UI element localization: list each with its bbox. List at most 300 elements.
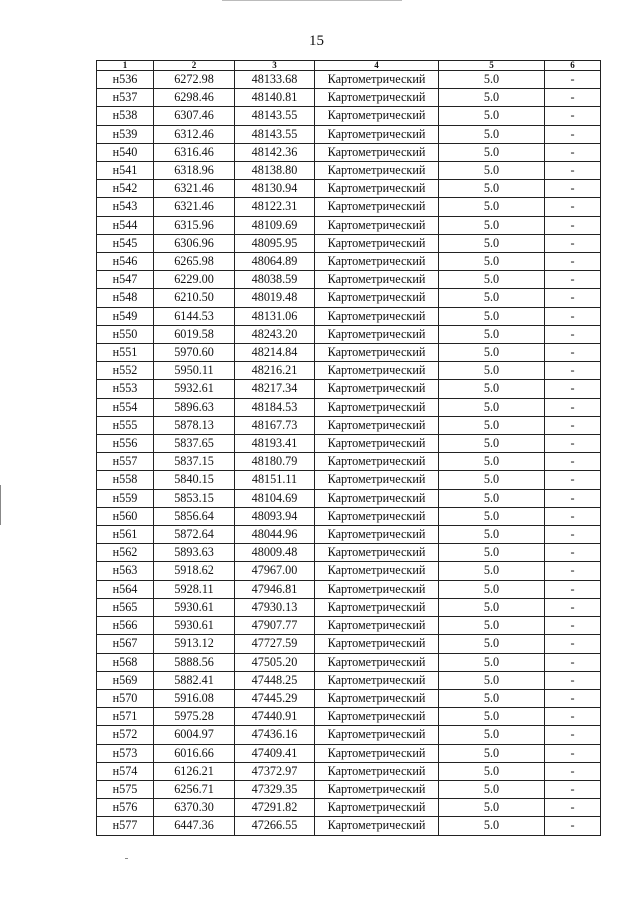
table-row	[97, 180, 601, 198]
table-row	[97, 653, 601, 671]
method-cell: Картометрический	[315, 180, 439, 198]
table-row	[97, 471, 601, 489]
y-coordinate-cell: 48131.06	[235, 307, 315, 325]
point-id-cell: н554	[97, 398, 154, 416]
method-cell: Картометрический	[315, 344, 439, 362]
note-cell: -	[545, 817, 601, 835]
point-id-cell: н553	[97, 380, 154, 398]
point-id-cell: н563	[97, 562, 154, 580]
y-coordinate-cell: 47409.41	[235, 744, 315, 762]
note-cell: -	[545, 234, 601, 252]
accuracy-cell: 5.0	[439, 780, 545, 798]
y-coordinate-cell: 48122.31	[235, 198, 315, 216]
y-coordinate-cell: 47372.97	[235, 762, 315, 780]
y-coordinate-cell: 47291.82	[235, 799, 315, 817]
x-coordinate-cell: 5928.11	[154, 580, 235, 598]
table-row	[97, 689, 601, 707]
x-coordinate-cell: 6210.50	[154, 289, 235, 307]
note-cell: -	[545, 453, 601, 471]
x-coordinate-cell: 6144.53	[154, 307, 235, 325]
method-cell: Картометрический	[315, 489, 439, 507]
table-row	[97, 726, 601, 744]
note-cell: -	[545, 344, 601, 362]
point-id-cell: н568	[97, 653, 154, 671]
accuracy-cell: 5.0	[439, 180, 545, 198]
y-coordinate-cell: 48180.79	[235, 453, 315, 471]
method-cell: Картометрический	[315, 198, 439, 216]
y-coordinate-cell: 47266.55	[235, 817, 315, 835]
x-coordinate-cell: 5853.15	[154, 489, 235, 507]
y-coordinate-cell: 48140.81	[235, 89, 315, 107]
y-coordinate-cell: 48184.53	[235, 398, 315, 416]
table-row	[97, 489, 601, 507]
note-cell: -	[545, 362, 601, 380]
table-row	[97, 617, 601, 635]
y-coordinate-cell: 47727.59	[235, 635, 315, 653]
column-header: 6	[545, 61, 601, 71]
note-cell: -	[545, 780, 601, 798]
point-id-cell: н577	[97, 817, 154, 835]
note-cell: -	[545, 435, 601, 453]
point-id-cell: н576	[97, 799, 154, 817]
y-coordinate-cell: 48109.69	[235, 216, 315, 234]
x-coordinate-cell: 5856.64	[154, 507, 235, 525]
point-id-cell: н547	[97, 271, 154, 289]
point-id-cell: н546	[97, 253, 154, 271]
x-coordinate-cell: 5932.61	[154, 380, 235, 398]
y-coordinate-cell: 48217.34	[235, 380, 315, 398]
note-cell: -	[545, 198, 601, 216]
accuracy-cell: 5.0	[439, 271, 545, 289]
accuracy-cell: 5.0	[439, 544, 545, 562]
point-id-cell: н542	[97, 180, 154, 198]
method-cell: Картометрический	[315, 253, 439, 271]
note-cell: -	[545, 398, 601, 416]
x-coordinate-cell: 6126.21	[154, 762, 235, 780]
accuracy-cell: 5.0	[439, 416, 545, 434]
table-row	[97, 380, 601, 398]
method-cell: Картометрический	[315, 453, 439, 471]
point-id-cell: н555	[97, 416, 154, 434]
column-header: 3	[235, 61, 315, 71]
method-cell: Картометрический	[315, 653, 439, 671]
table-row	[97, 635, 601, 653]
x-coordinate-cell: 6004.97	[154, 726, 235, 744]
y-coordinate-cell: 48138.80	[235, 162, 315, 180]
table-row	[97, 344, 601, 362]
note-cell: -	[545, 416, 601, 434]
x-coordinate-cell: 6265.98	[154, 253, 235, 271]
method-cell: Картометрический	[315, 289, 439, 307]
point-id-cell: н541	[97, 162, 154, 180]
x-coordinate-cell: 6272.98	[154, 71, 235, 89]
y-coordinate-cell: 48133.68	[235, 71, 315, 89]
method-cell: Картометрический	[315, 71, 439, 89]
table-row	[97, 271, 601, 289]
note-cell: -	[545, 271, 601, 289]
coordinates-table	[96, 60, 601, 836]
point-id-cell: н560	[97, 507, 154, 525]
y-coordinate-cell: 48104.69	[235, 489, 315, 507]
y-coordinate-cell: 48193.41	[235, 435, 315, 453]
table-row	[97, 435, 601, 453]
accuracy-cell: 5.0	[439, 71, 545, 89]
x-coordinate-cell: 6307.46	[154, 107, 235, 125]
point-id-cell: н569	[97, 671, 154, 689]
y-coordinate-cell: 48009.48	[235, 544, 315, 562]
x-coordinate-cell: 6019.58	[154, 325, 235, 343]
y-coordinate-cell: 48130.94	[235, 180, 315, 198]
x-coordinate-cell: 6229.00	[154, 271, 235, 289]
accuracy-cell: 5.0	[439, 726, 545, 744]
point-id-cell: н552	[97, 362, 154, 380]
point-id-cell: н572	[97, 726, 154, 744]
point-id-cell: н565	[97, 598, 154, 616]
point-id-cell: н545	[97, 234, 154, 252]
y-coordinate-cell: 47440.91	[235, 708, 315, 726]
method-cell: Картометрический	[315, 362, 439, 380]
note-cell: -	[545, 180, 601, 198]
method-cell: Картометрический	[315, 762, 439, 780]
point-id-cell: н566	[97, 617, 154, 635]
table-row	[97, 817, 601, 835]
method-cell: Картометрический	[315, 671, 439, 689]
method-cell: Картометрический	[315, 435, 439, 453]
note-cell: -	[545, 598, 601, 616]
y-coordinate-cell: 48044.96	[235, 526, 315, 544]
accuracy-cell: 5.0	[439, 799, 545, 817]
scan-edge-mark-bottom	[125, 858, 128, 859]
note-cell: -	[545, 689, 601, 707]
note-cell: -	[545, 526, 601, 544]
column-header: 2	[154, 61, 235, 71]
table-row	[97, 234, 601, 252]
table-row	[97, 125, 601, 143]
method-cell: Картометрический	[315, 799, 439, 817]
method-cell: Картометрический	[315, 726, 439, 744]
note-cell: -	[545, 216, 601, 234]
accuracy-cell: 5.0	[439, 562, 545, 580]
table-header-row	[97, 61, 601, 71]
point-id-cell: н574	[97, 762, 154, 780]
accuracy-cell: 5.0	[439, 435, 545, 453]
point-id-cell: н550	[97, 325, 154, 343]
method-cell: Картометрический	[315, 780, 439, 798]
column-header: 4	[315, 61, 439, 71]
table-row	[97, 544, 601, 562]
x-coordinate-cell: 5930.61	[154, 598, 235, 616]
method-cell: Картометрический	[315, 562, 439, 580]
x-coordinate-cell: 5888.56	[154, 653, 235, 671]
method-cell: Картометрический	[315, 617, 439, 635]
x-coordinate-cell: 5872.64	[154, 526, 235, 544]
x-coordinate-cell: 6318.96	[154, 162, 235, 180]
x-coordinate-cell: 5837.15	[154, 453, 235, 471]
y-coordinate-cell: 48216.21	[235, 362, 315, 380]
point-id-cell: н559	[97, 489, 154, 507]
method-cell: Картометрический	[315, 507, 439, 525]
table-row	[97, 253, 601, 271]
table-row	[97, 580, 601, 598]
point-id-cell: н561	[97, 526, 154, 544]
accuracy-cell: 5.0	[439, 89, 545, 107]
point-id-cell: н539	[97, 125, 154, 143]
point-id-cell: н543	[97, 198, 154, 216]
note-cell: -	[545, 471, 601, 489]
table-row	[97, 398, 601, 416]
x-coordinate-cell: 6256.71	[154, 780, 235, 798]
table-body	[97, 71, 601, 836]
note-cell: -	[545, 253, 601, 271]
accuracy-cell: 5.0	[439, 580, 545, 598]
accuracy-cell: 5.0	[439, 398, 545, 416]
point-id-cell: н558	[97, 471, 154, 489]
y-coordinate-cell: 47329.35	[235, 780, 315, 798]
y-coordinate-cell: 48142.36	[235, 143, 315, 161]
table-row	[97, 198, 601, 216]
note-cell: -	[545, 708, 601, 726]
scan-edge-mark-left	[0, 485, 1, 525]
table-row	[97, 562, 601, 580]
x-coordinate-cell: 6306.96	[154, 234, 235, 252]
point-id-cell: н551	[97, 344, 154, 362]
x-coordinate-cell: 5882.41	[154, 671, 235, 689]
note-cell: -	[545, 762, 601, 780]
accuracy-cell: 5.0	[439, 253, 545, 271]
x-coordinate-cell: 6315.96	[154, 216, 235, 234]
point-id-cell: н575	[97, 780, 154, 798]
table-row	[97, 526, 601, 544]
page-number: 15	[309, 33, 324, 49]
y-coordinate-cell: 47907.77	[235, 617, 315, 635]
x-coordinate-cell: 6312.46	[154, 125, 235, 143]
table-row	[97, 216, 601, 234]
table-row	[97, 362, 601, 380]
x-coordinate-cell: 5970.60	[154, 344, 235, 362]
method-cell: Картометрический	[315, 162, 439, 180]
table-row	[97, 416, 601, 434]
method-cell: Картометрический	[315, 580, 439, 598]
x-coordinate-cell: 6016.66	[154, 744, 235, 762]
note-cell: -	[545, 562, 601, 580]
method-cell: Картометрический	[315, 398, 439, 416]
table-row	[97, 307, 601, 325]
accuracy-cell: 5.0	[439, 380, 545, 398]
note-cell: -	[545, 380, 601, 398]
x-coordinate-cell: 6298.46	[154, 89, 235, 107]
x-coordinate-cell: 6321.46	[154, 198, 235, 216]
method-cell: Картометрический	[315, 416, 439, 434]
accuracy-cell: 5.0	[439, 598, 545, 616]
note-cell: -	[545, 744, 601, 762]
accuracy-cell: 5.0	[439, 162, 545, 180]
note-cell: -	[545, 107, 601, 125]
x-coordinate-cell: 5893.63	[154, 544, 235, 562]
note-cell: -	[545, 71, 601, 89]
note-cell: -	[545, 143, 601, 161]
y-coordinate-cell: 48093.94	[235, 507, 315, 525]
note-cell: -	[545, 653, 601, 671]
y-coordinate-cell: 48019.48	[235, 289, 315, 307]
x-coordinate-cell: 6316.46	[154, 143, 235, 161]
note-cell: -	[545, 89, 601, 107]
note-cell: -	[545, 617, 601, 635]
y-coordinate-cell: 48143.55	[235, 107, 315, 125]
accuracy-cell: 5.0	[439, 198, 545, 216]
y-coordinate-cell: 48064.89	[235, 253, 315, 271]
method-cell: Картометрический	[315, 744, 439, 762]
accuracy-cell: 5.0	[439, 125, 545, 143]
note-cell: -	[545, 289, 601, 307]
x-coordinate-cell: 6447.36	[154, 817, 235, 835]
point-id-cell: н567	[97, 635, 154, 653]
accuracy-cell: 5.0	[439, 143, 545, 161]
point-id-cell: н536	[97, 71, 154, 89]
point-id-cell: н557	[97, 453, 154, 471]
table-row	[97, 799, 601, 817]
x-coordinate-cell: 5840.15	[154, 471, 235, 489]
point-id-cell: н544	[97, 216, 154, 234]
table-row	[97, 325, 601, 343]
point-id-cell: н564	[97, 580, 154, 598]
x-coordinate-cell: 6321.46	[154, 180, 235, 198]
method-cell: Картометрический	[315, 635, 439, 653]
note-cell: -	[545, 726, 601, 744]
note-cell: -	[545, 307, 601, 325]
method-cell: Картометрический	[315, 598, 439, 616]
point-id-cell: н538	[97, 107, 154, 125]
table-row	[97, 598, 601, 616]
method-cell: Картометрический	[315, 471, 439, 489]
table-row	[97, 762, 601, 780]
accuracy-cell: 5.0	[439, 307, 545, 325]
method-cell: Картометрический	[315, 526, 439, 544]
accuracy-cell: 5.0	[439, 362, 545, 380]
column-header: 5	[439, 61, 545, 71]
table-row	[97, 71, 601, 89]
accuracy-cell: 5.0	[439, 234, 545, 252]
accuracy-cell: 5.0	[439, 635, 545, 653]
y-coordinate-cell: 47436.16	[235, 726, 315, 744]
x-coordinate-cell: 5916.08	[154, 689, 235, 707]
accuracy-cell: 5.0	[439, 107, 545, 125]
accuracy-cell: 5.0	[439, 216, 545, 234]
table-row	[97, 162, 601, 180]
accuracy-cell: 5.0	[439, 289, 545, 307]
note-cell: -	[545, 325, 601, 343]
table-row	[97, 289, 601, 307]
y-coordinate-cell: 47505.20	[235, 653, 315, 671]
column-header: 1	[97, 61, 154, 71]
point-id-cell: н573	[97, 744, 154, 762]
point-id-cell: н549	[97, 307, 154, 325]
accuracy-cell: 5.0	[439, 489, 545, 507]
accuracy-cell: 5.0	[439, 453, 545, 471]
accuracy-cell: 5.0	[439, 344, 545, 362]
method-cell: Картометрический	[315, 125, 439, 143]
note-cell: -	[545, 507, 601, 525]
note-cell: -	[545, 635, 601, 653]
method-cell: Картометрический	[315, 708, 439, 726]
method-cell: Картометрический	[315, 544, 439, 562]
accuracy-cell: 5.0	[439, 325, 545, 343]
accuracy-cell: 5.0	[439, 671, 545, 689]
accuracy-cell: 5.0	[439, 507, 545, 525]
accuracy-cell: 5.0	[439, 689, 545, 707]
table-row	[97, 744, 601, 762]
y-coordinate-cell: 48143.55	[235, 125, 315, 143]
x-coordinate-cell: 5913.12	[154, 635, 235, 653]
method-cell: Картометрический	[315, 380, 439, 398]
point-id-cell: н562	[97, 544, 154, 562]
note-cell: -	[545, 671, 601, 689]
y-coordinate-cell: 48214.84	[235, 344, 315, 362]
accuracy-cell: 5.0	[439, 708, 545, 726]
note-cell: -	[545, 125, 601, 143]
method-cell: Картометрический	[315, 325, 439, 343]
table-row	[97, 708, 601, 726]
method-cell: Картометрический	[315, 107, 439, 125]
table-row	[97, 89, 601, 107]
x-coordinate-cell: 5837.65	[154, 435, 235, 453]
point-id-cell: н570	[97, 689, 154, 707]
point-id-cell: н540	[97, 143, 154, 161]
x-coordinate-cell: 5896.63	[154, 398, 235, 416]
x-coordinate-cell: 6370.30	[154, 799, 235, 817]
x-coordinate-cell: 5975.28	[154, 708, 235, 726]
y-coordinate-cell: 47448.25	[235, 671, 315, 689]
x-coordinate-cell: 5878.13	[154, 416, 235, 434]
scan-edge-mark-top	[222, 0, 402, 1]
note-cell: -	[545, 580, 601, 598]
table-row	[97, 453, 601, 471]
method-cell: Картометрический	[315, 234, 439, 252]
y-coordinate-cell: 48151.11	[235, 471, 315, 489]
accuracy-cell: 5.0	[439, 817, 545, 835]
method-cell: Картометрический	[315, 216, 439, 234]
point-id-cell: н548	[97, 289, 154, 307]
method-cell: Картометрический	[315, 271, 439, 289]
accuracy-cell: 5.0	[439, 617, 545, 635]
y-coordinate-cell: 47445.29	[235, 689, 315, 707]
accuracy-cell: 5.0	[439, 762, 545, 780]
y-coordinate-cell: 48038.59	[235, 271, 315, 289]
note-cell: -	[545, 799, 601, 817]
accuracy-cell: 5.0	[439, 526, 545, 544]
x-coordinate-cell: 5918.62	[154, 562, 235, 580]
table-row	[97, 107, 601, 125]
method-cell: Картометрический	[315, 307, 439, 325]
method-cell: Картометрический	[315, 689, 439, 707]
y-coordinate-cell: 48243.20	[235, 325, 315, 343]
y-coordinate-cell: 48167.73	[235, 416, 315, 434]
y-coordinate-cell: 47946.81	[235, 580, 315, 598]
note-cell: -	[545, 162, 601, 180]
method-cell: Картометрический	[315, 143, 439, 161]
y-coordinate-cell: 48095.95	[235, 234, 315, 252]
note-cell: -	[545, 544, 601, 562]
accuracy-cell: 5.0	[439, 744, 545, 762]
accuracy-cell: 5.0	[439, 471, 545, 489]
table-row	[97, 780, 601, 798]
point-id-cell: н537	[97, 89, 154, 107]
x-coordinate-cell: 5950.11	[154, 362, 235, 380]
method-cell: Картометрический	[315, 817, 439, 835]
y-coordinate-cell: 47967.00	[235, 562, 315, 580]
point-id-cell: н571	[97, 708, 154, 726]
table-row	[97, 671, 601, 689]
y-coordinate-cell: 47930.13	[235, 598, 315, 616]
